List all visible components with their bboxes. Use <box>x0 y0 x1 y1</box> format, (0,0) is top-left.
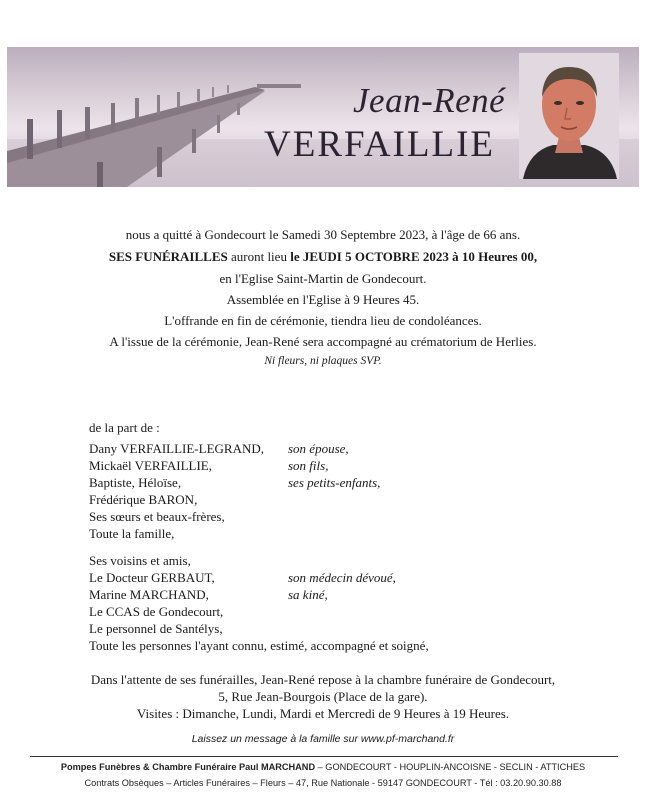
funeral-label: SES FUNÉRAILLES <box>108 249 228 264</box>
family-name: Le CCAS de Gondecourt, <box>89 604 224 619</box>
footer-locations: – GONDECOURT - HOUPLIN-ANCOISNE - SECLIN - ATTICHES <box>315 762 586 772</box>
family-role: son médecin dévoué, <box>288 570 396 585</box>
first-name: Jean-René <box>353 81 506 120</box>
announcement-line-4: Assemblée en l'Eglise à 9 Heures 45. <box>226 292 420 307</box>
family-intro: de la part de : <box>89 420 160 435</box>
family-name: Toute les personnes l'ayant connu, estimé, accompagné et soigné, <box>89 638 429 653</box>
last-name: VERFAILLIE <box>264 124 495 165</box>
funeral-date: le JEUDI 5 OCTOBRE 2023 à 10 Heures 00, <box>290 249 538 264</box>
web-message-link[interactable]: Laissez un message à la famille sur www.pf-marchand.fr <box>191 733 455 745</box>
footer-line-1 <box>0 762 646 772</box>
family-role: ses petits-enfants, <box>288 475 381 490</box>
announcement-line-1: nous a quitté à Gondecourt le Samedi 30 Septembre 2023, à l'âge de 66 ans. <box>125 227 521 242</box>
footer-divider <box>30 756 618 757</box>
family-name: Baptiste, Héloïse, <box>89 475 182 490</box>
funeral-mid: auront lieu <box>227 249 291 264</box>
family-name: Ses voisins et amis, <box>89 553 191 568</box>
family-name: Mickaël VERFAILLIE, <box>89 458 212 473</box>
announcement-line-3: en l'Eglise Saint-Martin de Gondecourt. <box>219 271 427 286</box>
visits-line: Visites : Dimanche, Lundi, Mardi et Mercredi de 9 Heures à 19 Heures. <box>136 706 510 721</box>
family-role: son épouse, <box>288 441 349 456</box>
family-name: Marine MARCHAND, <box>89 587 209 602</box>
header-banner <box>7 47 639 187</box>
announcement-line-6: A l'issue de la cérémonie, Jean-René sera accompagné au crématorium de Herlies. <box>109 334 537 349</box>
family-role: son fils, <box>288 458 329 473</box>
footer-line-2: Contrats Obsèques – Articles Funéraires – Fleurs – 47, Rue Nationale - 59147 GONDECOURT - Tél : 03.20.90.30.88 <box>84 778 562 788</box>
family-name: Le Docteur GERBAUT, <box>89 570 215 585</box>
family-role: sa kiné, <box>288 587 328 602</box>
family-name: Dany VERFAILLIE-LEGRAND, <box>89 441 264 456</box>
footer-company: Pompes Funèbres & Chambre Funéraire Paul MARCHAND <box>60 762 316 772</box>
family-name: Frédérique BARON, <box>89 492 198 507</box>
family-name: Toute la famille, <box>89 526 175 541</box>
funeral-line <box>0 249 646 265</box>
rest-line-2: 5, Rue Jean-Bourgois (Place de la gare). <box>218 689 428 704</box>
rest-line-1: Dans l'attente de ses funérailles, Jean-René repose à la chambre funéraire de Gondecourt, <box>90 672 556 687</box>
family-name: Ses sœurs et beaux-frères, <box>89 509 225 524</box>
portrait-photo-icon <box>519 53 619 179</box>
announcement-line-5: L'offrande en fin de cérémonie, tiendra lieu de condoléances. <box>164 313 482 328</box>
family-name: Le personnel de Santélys, <box>89 621 223 636</box>
no-flowers-note: Ni fleurs, ni plaques SVP. <box>264 355 382 367</box>
